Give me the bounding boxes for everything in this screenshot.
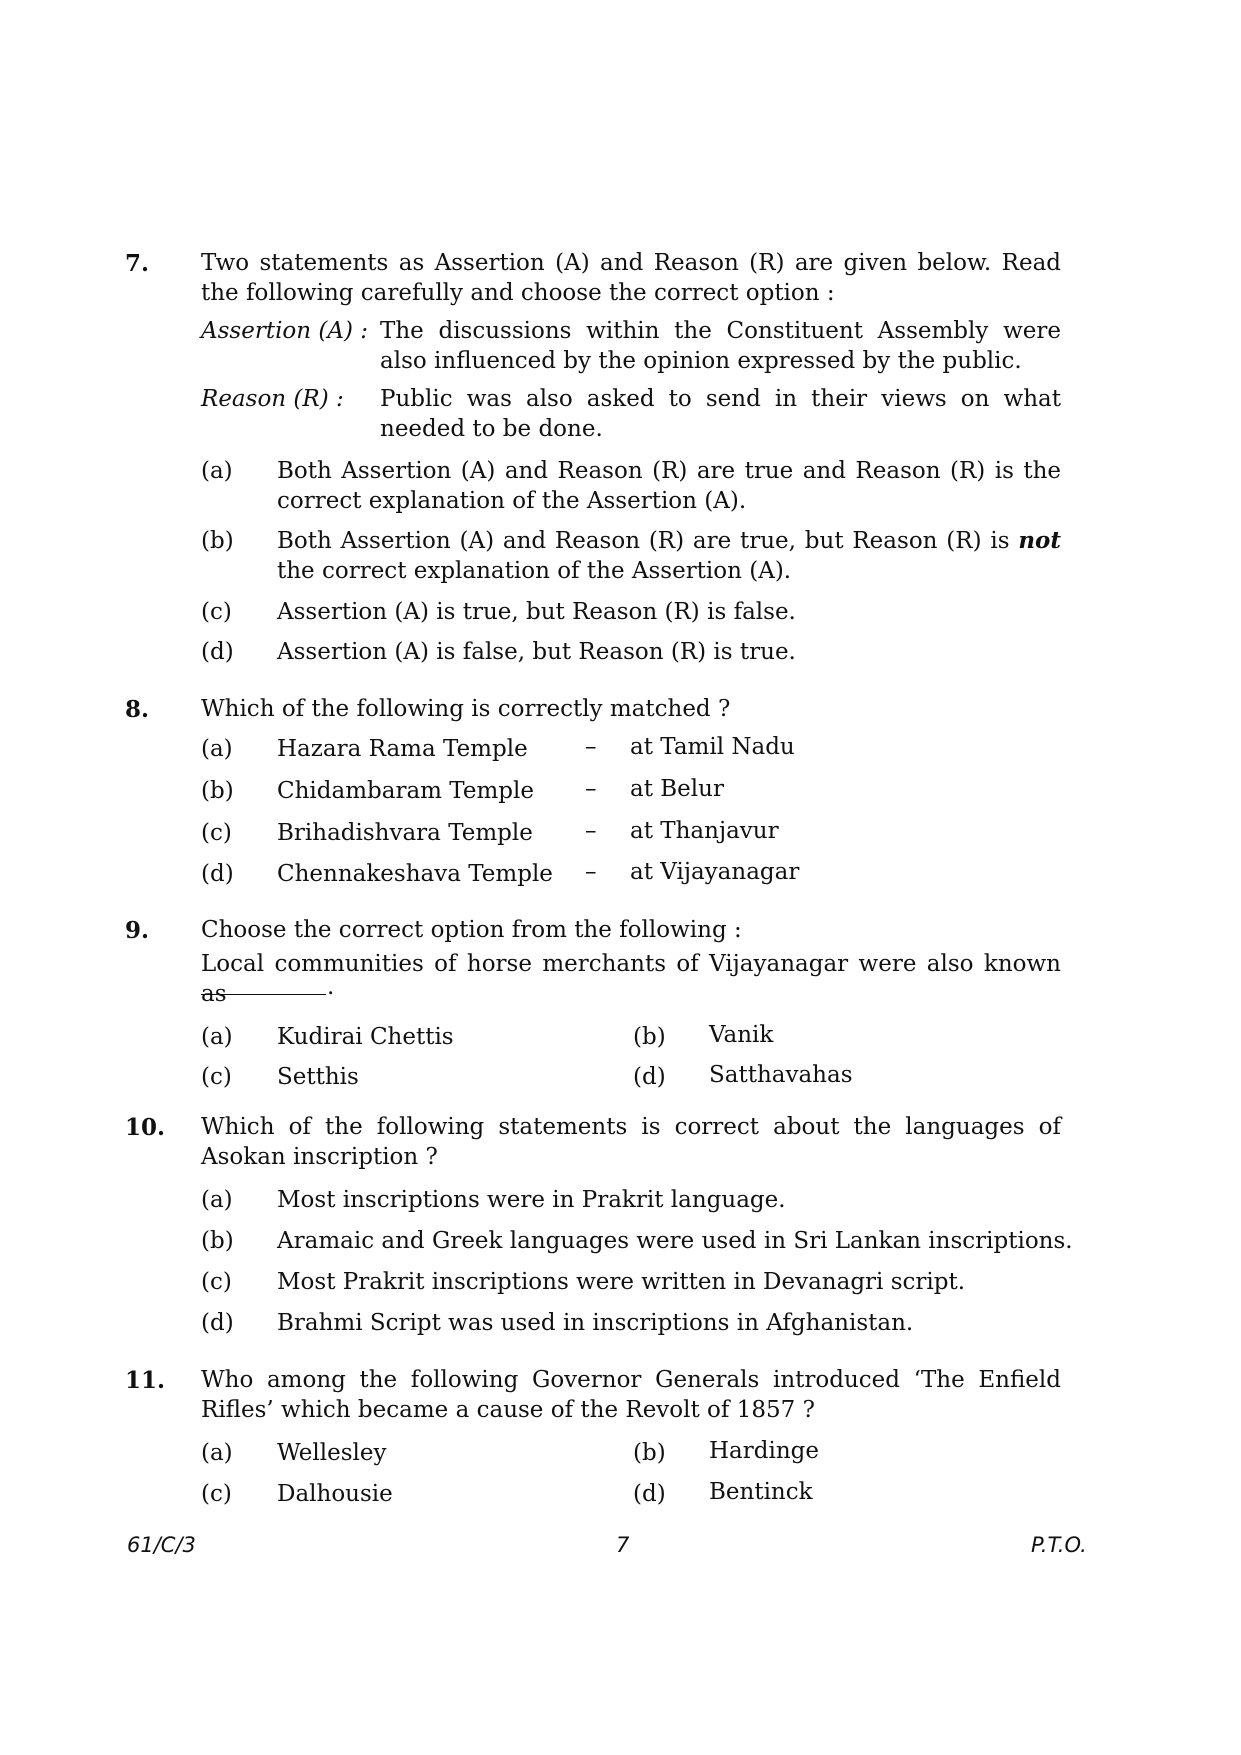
option-text-part: the correct explanation of the Assertion (A).: [277, 558, 792, 584]
emphasis-not: not: [1018, 527, 1061, 554]
blank-end: .: [327, 974, 335, 1000]
option-label: (c): [201, 1481, 232, 1507]
pto-label: P.T.O.: [1031, 1533, 1087, 1557]
option-text: Aramaic and Greek languages were used in Sri Lankan inscriptions.: [277, 1228, 1073, 1254]
temple-place: at Thanjavur: [630, 818, 779, 844]
reason-text: Public was also asked to send in their views on what needed to be done.: [380, 386, 1061, 442]
option-text-part: Both Assertion (A) and Reason (R) are true, but Reason (R) is: [277, 528, 1019, 554]
option-label: (b): [201, 528, 234, 554]
temple-place: at Belur: [630, 776, 724, 802]
option-text: Wellesley: [277, 1440, 387, 1466]
assertion-text: The discussions within the Constituent Assembly were also influenced by the opinion expressed by the public.: [380, 318, 1061, 374]
question-text: Choose the correct option from the following :: [201, 917, 742, 943]
option-label: (b): [201, 778, 234, 804]
question-text: Who among the following Governor Generals introduced ‘The Enfield Rifles’ which became a cause of the Revolt of 1857 ?: [201, 1367, 1061, 1423]
question-text: Which of the following is correctly matched ?: [201, 696, 731, 722]
option-label: (d): [201, 639, 234, 665]
page-number: 7: [616, 1533, 630, 1557]
reason-label: Reason (R) :: [201, 386, 344, 412]
option-label: (d): [201, 1310, 234, 1336]
question-number: 11.: [125, 1367, 166, 1394]
question-text: Two statements as Assertion (A) and Reason (R) are given below. Read the following carefully and choose the correct option :: [201, 250, 1061, 306]
option-text: Bentinck: [709, 1479, 813, 1505]
temple-name: Chennakeshava Temple: [277, 861, 553, 887]
question-text: Which of the following statements is correct about the languages of Asokan inscription ?: [201, 1114, 1061, 1170]
paper-code: 61/C/3: [127, 1533, 196, 1557]
option-text: Kudirai Chettis: [277, 1024, 454, 1050]
option-text: Most inscriptions were in Prakrit language.: [277, 1187, 786, 1213]
option-text: Brahmi Script was used in inscriptions in Afghanistan.: [277, 1310, 914, 1336]
question-text: Local communities of horse merchants of Vijayanagar were also known as: [201, 951, 1061, 1007]
option-label: (c): [201, 1269, 232, 1295]
option-label: (d): [633, 1481, 666, 1507]
option-label: (a): [201, 1024, 233, 1050]
option-text: [277, 526, 1061, 586]
option-label: (c): [201, 1064, 232, 1090]
dash: –: [585, 734, 597, 760]
option-label: (a): [201, 736, 233, 762]
option-label: (c): [201, 820, 232, 846]
option-label: (b): [201, 1228, 234, 1254]
option-text: Both Assertion (A) and Reason (R) are true and Reason (R) is the correct explanation of the Assertion (A).: [277, 458, 1061, 514]
option-text: Hardinge: [709, 1438, 819, 1464]
temple-name: Brihadishvara Temple: [277, 820, 533, 846]
option-text: Vanik: [709, 1022, 774, 1048]
option-label: (c): [201, 599, 232, 625]
temple-place: at Tamil Nadu: [630, 734, 795, 760]
option-label: (a): [201, 1440, 233, 1466]
question-number: 9.: [125, 917, 150, 944]
dash: –: [585, 859, 597, 885]
assertion-label: Assertion (A) :: [201, 318, 369, 344]
question-number: 10.: [125, 1114, 166, 1141]
question-number: 7.: [125, 250, 150, 277]
question-number: 8.: [125, 696, 150, 723]
option-label: (b): [633, 1024, 666, 1050]
answer-blank: [201, 975, 326, 995]
option-text: Satthavahas: [709, 1062, 853, 1088]
option-label: (b): [633, 1440, 666, 1466]
option-label: (d): [633, 1064, 666, 1090]
temple-name: Chidambaram Temple: [277, 778, 534, 804]
option-label: (d): [201, 861, 234, 887]
option-text: Assertion (A) is false, but Reason (R) is true.: [277, 639, 796, 665]
dash: –: [585, 818, 597, 844]
option-text: Assertion (A) is true, but Reason (R) is false.: [277, 599, 796, 625]
option-text: Setthis: [277, 1064, 359, 1090]
option-label: (a): [201, 458, 233, 484]
option-text: Most Prakrit inscriptions were written in Devanagri script.: [277, 1269, 966, 1295]
dash: –: [585, 776, 597, 802]
temple-place: at Vijayanagar: [630, 859, 800, 885]
option-text: Dalhousie: [277, 1481, 393, 1507]
temple-name: Hazara Rama Temple: [277, 736, 528, 762]
option-label: (a): [201, 1187, 233, 1213]
